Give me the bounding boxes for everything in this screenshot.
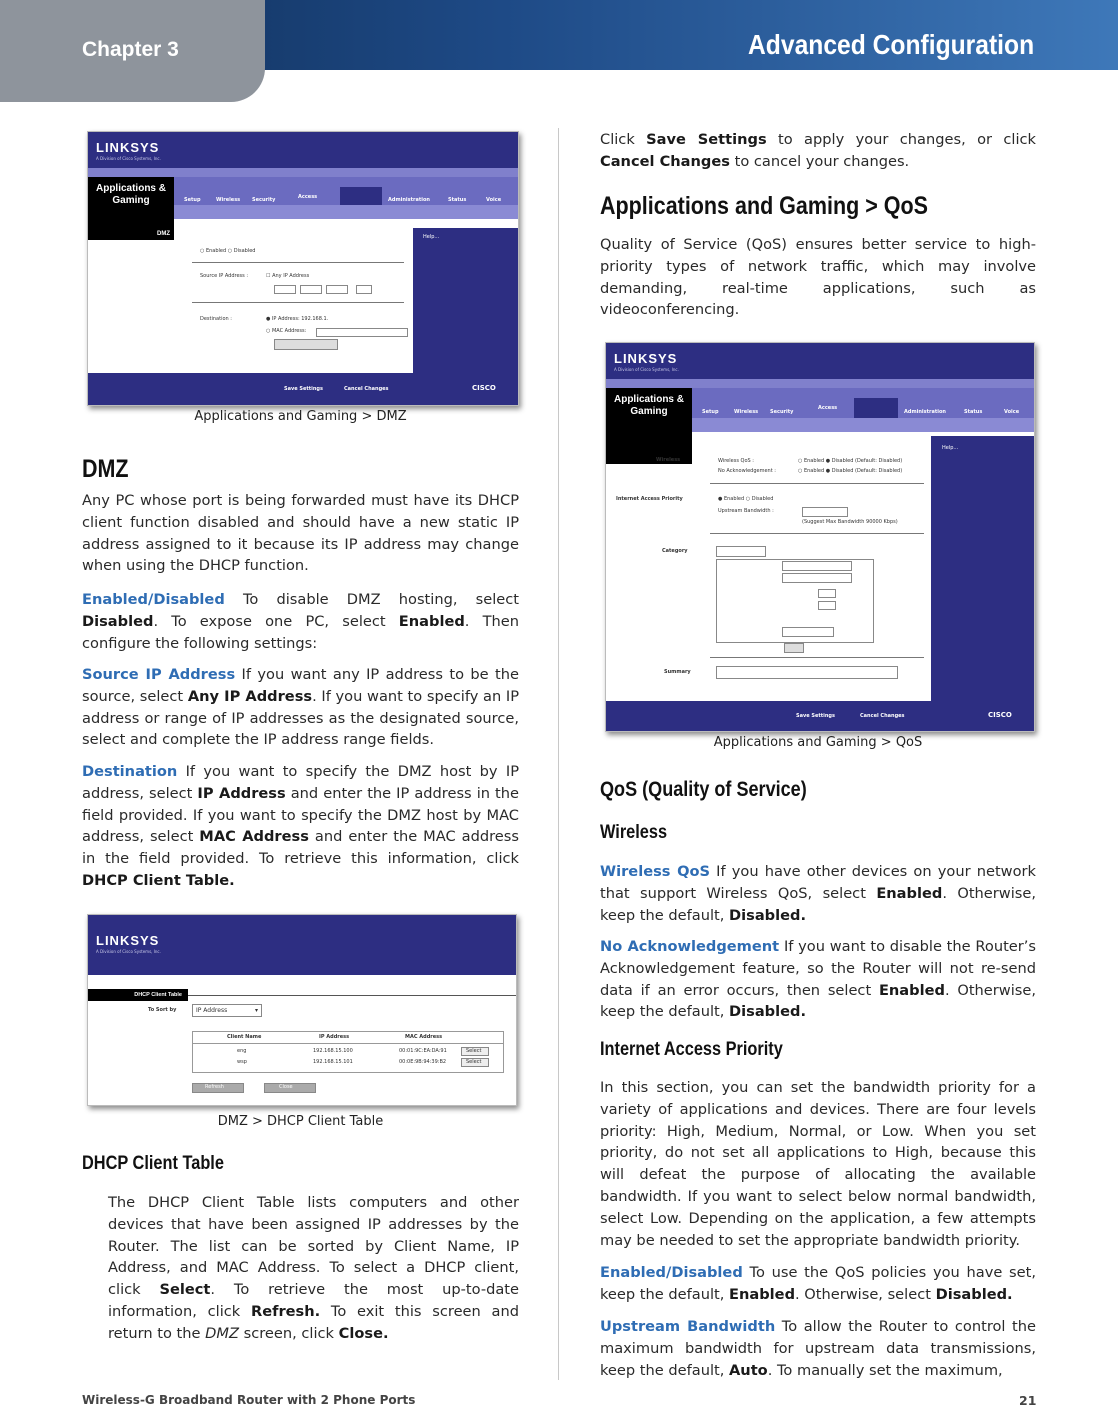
dmz-heading: DMZ	[82, 455, 129, 483]
table-header-divider	[193, 1043, 503, 1044]
ip-address-radio[interactable]: IP Address: 192.168.1.	[271, 316, 329, 322]
table-cell: 00:0E:9B:94:39:B2	[399, 1059, 447, 1065]
section-title: Advanced Configuration	[747, 29, 1034, 60]
column-divider	[558, 128, 559, 1380]
figure-caption: Applications and Gaming > DMZ	[194, 409, 407, 424]
no-ack-para: No Acknowledgement If you want to disable the Router’s Acknowledgement feature, so the Router will not re-send data if an error occurs, then select Enabled. Otherwise, keep the default, Disabled.	[600, 938, 1037, 1021]
destination-label: Destination :	[200, 316, 232, 322]
dmz-screenshot: LINKSYS A Division of Cisco Systems, Inc. Applications & Gaming Setup Wireless Security Access Administration Status Voice DMZ Help... ○ Enabled ○ Disabled Source IP Address : ☐ Any IP Address Destination : ● IP Address: 192.168.1. ○ MAC Address: Save Settings Cancel Changes CISCO	[87, 131, 519, 406]
select-button[interactable]	[461, 1058, 489, 1067]
wireless-label: Wireless	[656, 457, 681, 463]
dhcp-screenshot: LINKSYS A Division of Cisco Systems, Inc. DHCP Client Table To Sort by IP Address ▾ Client Name IP Address MAC Address eng 192.168.15.100 00:01:9C:EA:DA:91 Select wsp 192.168.15.101 00:0E:9B:94:39:B2 Select Refresh Close	[87, 914, 517, 1106]
refresh-button[interactable]: Refresh	[192, 1083, 244, 1093]
wireless-qos-term: Wireless QoS	[600, 863, 711, 880]
category-select[interactable]	[716, 546, 766, 557]
section-label: Applications & Gaming	[606, 388, 692, 436]
table-cell: eng	[237, 1048, 247, 1054]
help-link[interactable]: Help...	[942, 445, 959, 451]
dmz-disabled-radio[interactable]: Disabled	[233, 248, 256, 254]
close-button[interactable]: Close	[264, 1083, 316, 1093]
linksys-logo: LINKSYS	[614, 351, 678, 366]
any-ip-checkbox[interactable]: Any IP Address	[272, 273, 310, 279]
dhcp-para: The DHCP Client Table lists computers and other devices that have been assigned IP addresses by the Router. The list can be sorted by Client Name, IP Address, and MAC Address. To select a DHCP client, click Select. To retrieve the most up-to-date information, click Refresh. To exit this screen and return to the DMZ screen, click Close.	[108, 1194, 519, 1342]
dmz-enabled-para: Enabled/Disabled To disable DMZ hosting, select Disabled. To expose one PC, select Enabled. Then configure the following settings:	[82, 591, 520, 652]
qos-screenshot: LINKSYS A Division of Cisco Systems, Inc. Applications & Gaming Setup Wireless Security Access Administration Status Voice Help... Wireless Wireless QoS : No Acknowledgement : ○ Enabled ● Disabled (Default: Disabled) ○ Enabled ● Disabled (Default: Disabled) Internet Access Priority ● Enabled ○ Disabled Upstream Bandwidth : (Suggest Max Bandwidth 90000 Kbps) Category Summary Save Settings Cancel Changes CISCO	[605, 342, 1035, 732]
qos-intro: Quality of Service (QoS) ensures better service to high-priority types of network traffic, which may involve demanding, real-time applications, such as videoconferencing.	[600, 236, 1036, 319]
linksys-logo: LINKSYS	[96, 933, 160, 948]
footer-product: Wireless-G Broadband Router with 2 Phone Ports	[82, 1393, 416, 1407]
source-ip-para: Source IP Address If you want any IP address to be the source, select Any IP Address. If you want to specify an IP address or range of IP addresses as the designated source, select and complete the IP address range fields.	[82, 666, 520, 749]
save-instructions: Click Save Settings to apply your changes, or click Cancel Changes to cancel your changes.	[600, 131, 1036, 170]
source-ip-term: Source IP Address	[82, 666, 236, 683]
qos-enabled-para: Enabled/Disabled To use the QoS policies you have set, keep the default, Enabled. Otherwise, select Disabled.	[600, 1264, 1036, 1303]
dhcp-table-label: DHCP Client Table	[134, 992, 182, 998]
table-cell: wsp	[237, 1059, 247, 1065]
select-button-label: Select	[466, 1059, 482, 1065]
internet-access-priority-label: Internet Access Priority	[616, 496, 683, 502]
figure-caption: Applications and Gaming > QoS	[713, 735, 923, 750]
iap-heading: Internet Access Priority	[600, 1039, 783, 1060]
enabled-disabled-term: Enabled/Disabled	[600, 1264, 743, 1281]
upstream-bandwidth-para: Upstream Bandwidth To allow the Router to control the maximum bandwidth for upstream data transmissions, keep the default, Auto. To manually set the maximum,	[600, 1318, 1036, 1379]
summary-label: Summary	[664, 669, 691, 675]
dmz-enabled-radio[interactable]: Enabled	[205, 248, 227, 254]
chapter-label: Chapter 3	[82, 38, 179, 61]
table-cell: 192.168.15.101	[313, 1059, 353, 1065]
table-header-cell: MAC Address	[405, 1034, 443, 1040]
section-label: Applications & Gaming	[88, 177, 174, 228]
destination-term: Destination	[82, 763, 178, 780]
destination-para: Destination If you want to specify the DMZ host by IP address, select IP Address and enter the IP address in the field provided. If you want to specify the DMZ host by MAC address, select MAC Address and enter the MAC address in the field provided. To retrieve this information, click DHCP Client Table.	[82, 763, 519, 889]
qos-heading: Applications and Gaming > QoS	[600, 192, 928, 220]
dhcp-client-table-button[interactable]	[274, 339, 338, 350]
help-link[interactable]: Help...	[423, 234, 440, 240]
add-button[interactable]	[784, 643, 804, 653]
upstream-bandwidth-term: Upstream Bandwidth	[600, 1318, 776, 1335]
dmz-row-label: DMZ	[157, 231, 170, 237]
application-select[interactable]	[782, 561, 852, 571]
cancel-changes-button[interactable]: Cancel Changes	[860, 713, 905, 719]
table-header-cell: IP Address	[319, 1034, 350, 1040]
save-settings-button[interactable]: Save Settings	[284, 386, 323, 392]
cisco-logo: CISCO	[988, 711, 1012, 719]
sort-by-select[interactable]: IP Address ▾	[192, 1004, 262, 1017]
wireless-heading: Wireless	[600, 822, 668, 843]
select-button[interactable]	[461, 1047, 489, 1056]
cancel-changes-button[interactable]: Cancel Changes	[344, 386, 389, 392]
source-ip-label: Source IP Address :	[200, 273, 249, 279]
dhcp-client-table	[192, 1031, 504, 1073]
save-settings-button[interactable]: Save Settings	[796, 713, 835, 719]
figure-caption: DMZ > DHCP Client Table	[217, 1114, 384, 1129]
page-number: 21	[1019, 1393, 1037, 1408]
table-header-cell: Client Name	[227, 1034, 262, 1040]
no-ack-term: No Acknowledgement	[600, 938, 780, 955]
linksys-logo: LINKSYS	[96, 140, 160, 155]
sort-by-label: To Sort by	[148, 1007, 177, 1013]
select-button-label: Select	[466, 1048, 482, 1054]
dmz-intro: Any PC whose port is being forwarded must have its DHCP client function disabled and should have a new static IP address assigned to it because its IP address may change when using the DHCP function.	[82, 492, 519, 575]
wireless-qos-para: Wireless QoS If you have other devices on your network that support Wireless QoS, select Enabled. Otherwise, keep the default, Disabled.	[600, 863, 1036, 924]
table-cell: 00:01:9C:EA:DA:91	[399, 1048, 447, 1054]
priority-select[interactable]	[782, 627, 834, 637]
iap-para: In this section, you can set the bandwidth priority for a variety of applications and devices. There are four levels priority: High, Medium, Normal, or Low. When you set priority, do not set all applications to High, because this will defeat the purpose of allocating the available bandwidth. If you want to select below normal bandwidth, select Low. Depending on the application, a few attempts may be needed to set the appropriate bandwidth priority.	[600, 1079, 1036, 1249]
table-cell: 192.168.15.100	[313, 1048, 353, 1054]
dhcp-heading: DHCP Client Table	[82, 1153, 224, 1174]
mac-address-radio[interactable]: MAC Address:	[271, 328, 307, 334]
cisco-logo: CISCO	[472, 384, 496, 392]
enabled-disabled-term: Enabled/Disabled	[82, 591, 225, 608]
qos-subheading: QoS (Quality of Service)	[600, 778, 807, 801]
category-label: Category	[662, 548, 688, 554]
